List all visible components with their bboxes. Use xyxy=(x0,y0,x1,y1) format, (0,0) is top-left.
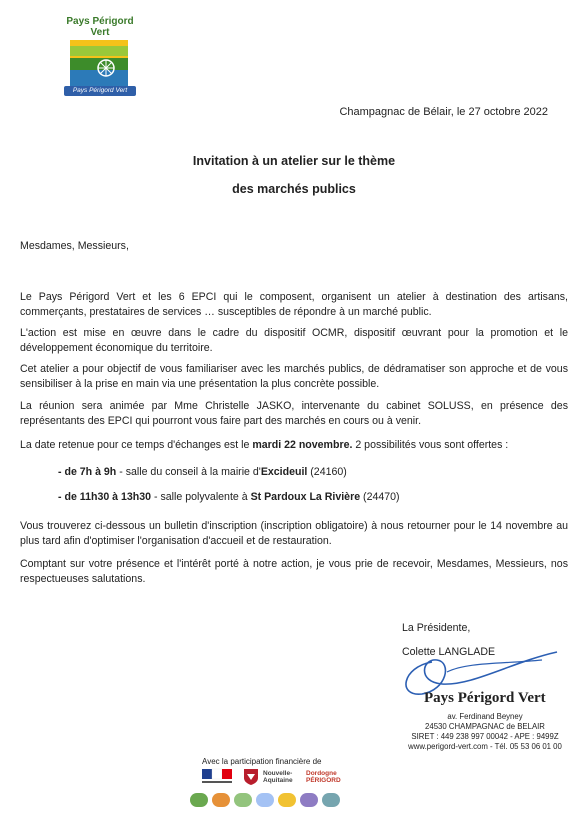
paragraph-ocmr: L'action est mise en œuvre dans le cadre du dispositif OCMR, dispositif œuvrant pour la promotion et le développement économique du territoire. xyxy=(20,327,568,354)
partner-logo xyxy=(212,793,230,807)
stamp-address: av. Ferdinand Beyney xyxy=(447,712,523,721)
republique-francaise-logo xyxy=(200,768,234,786)
session-venue: - salle du conseil à la mairie d' xyxy=(116,466,261,478)
signatory-name: Colette LANGLADE xyxy=(402,646,496,658)
paragraph-intro: Le Pays Périgord Vert et les 6 EPCI qui le composent, organisent un atelier à destination des artisans, commerçants, prestataires de services … susceptibles de répondre à un marché public. xyxy=(20,291,568,318)
funding-label: Avec la participation financière de xyxy=(202,757,322,766)
partner-logo xyxy=(322,793,340,807)
session-venue: - salle polyvalente à xyxy=(151,491,251,503)
partner-logo xyxy=(256,793,274,807)
session-town: St Pardoux La Rivière xyxy=(250,491,361,503)
stamp-city: 24530 CHAMPAGNAC de BELAIR xyxy=(425,722,545,731)
nouvelle-aquitaine-logo: Nouvelle-Aquitaine xyxy=(263,770,293,784)
logo-org-name: Pays Périgord Vert xyxy=(66,16,134,38)
stamp-org-name: Pays Périgord Vert xyxy=(424,690,546,706)
session-postcode: (24160) xyxy=(307,466,347,478)
session-option xyxy=(58,466,347,478)
paragraph-registration: Vous trouverez ci-dessous un bulletin d'inscription (inscription obligatoire) à nous retourner pour le 14 novembre au plus tard afin d'optimiser l'organisation d'accueil et de restauration. xyxy=(20,520,568,547)
logo-landscape-icon xyxy=(70,40,128,86)
paragraph-objective: Cet atelier a pour objectif de vous familiariser avec les marchés publics, de dédramatiser son approche et de vous sensibiliser à la prise en main via une présentation la plus concrète possible. xyxy=(20,363,568,390)
stamp-contact: www.perigord-vert.com - Tél. 05 53 06 01 00 xyxy=(408,742,562,751)
session-time: - de 11h30 à 13h30 xyxy=(58,491,152,503)
date-outro-text: 2 possibilités vous sont offertes : xyxy=(352,439,509,451)
date-intro-text: La date retenue pour ce temps d'échanges est le xyxy=(20,439,253,451)
session-time: - de 7h à 9h xyxy=(58,466,117,478)
session-town: Excideuil xyxy=(260,466,308,478)
partner-logo xyxy=(278,793,296,807)
partner-logo xyxy=(190,793,208,807)
paragraph-closing: Comptant sur votre présence et l'intérêt porté à notre action, je vous prie de recevoir, Mesdames, Messieurs, nos respectueuses salutations. xyxy=(20,558,568,585)
dordogne-perigord-logo: Dordogne PÉRIGORD xyxy=(306,770,341,784)
paragraph-date xyxy=(20,438,568,453)
partner-logo xyxy=(234,793,252,807)
partner-logo xyxy=(300,793,318,807)
letter-title-line-2: des marchés publics xyxy=(232,182,356,196)
session-postcode: (24470) xyxy=(360,491,400,503)
letter-title-line-1: Invitation à un atelier sur le thème xyxy=(192,154,396,168)
event-date: mardi 22 novembre. xyxy=(252,439,353,451)
paragraph-speaker: La réunion sera animée par Mme Christelle JASKO, intervenante du cabinet SOLUSS, en présence des représentants des EPCI qui pourront vous faire part des marchés en cours ou à venir. xyxy=(20,400,568,427)
pays-perigord-vert-logo xyxy=(60,16,140,94)
nouvelle-aquitaine-emblem-icon xyxy=(242,768,260,786)
salutation: Mesdames, Messieurs, xyxy=(20,240,129,252)
signatory-role: La Présidente, xyxy=(402,622,471,634)
stamp-siret: SIRET : 449 238 997 00042 - APE : 9499Z xyxy=(411,732,559,741)
session-option xyxy=(58,491,400,503)
logo-banner: Pays Périgord Vert xyxy=(64,86,136,96)
place-and-date: Champagnac de Bélair, le 27 octobre 2022 xyxy=(339,106,548,118)
